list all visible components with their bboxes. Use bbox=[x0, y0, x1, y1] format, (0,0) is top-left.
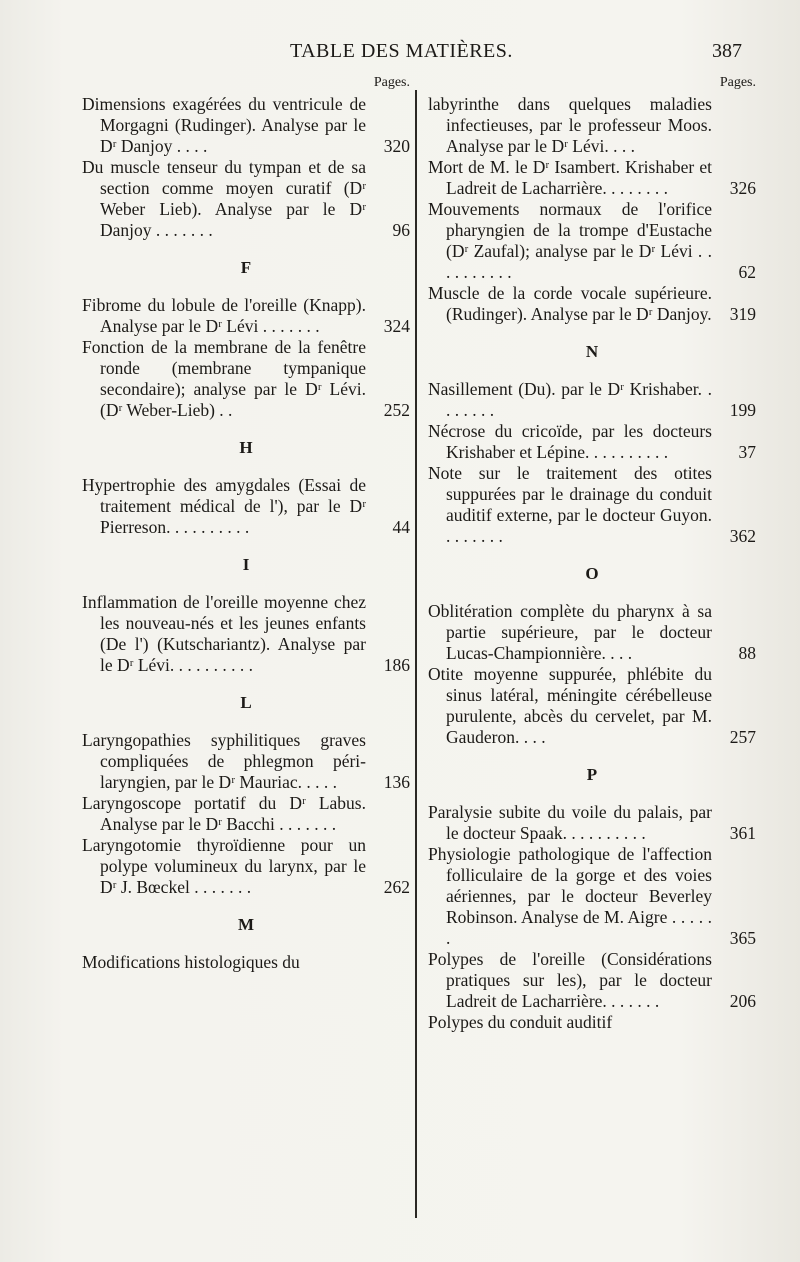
entry-page-number: 320 bbox=[383, 136, 410, 156]
index-entry bbox=[82, 295, 410, 337]
page-header bbox=[0, 40, 800, 70]
pages-column-label: Pages. bbox=[373, 75, 410, 90]
index-entry bbox=[82, 793, 410, 835]
entry-text: Nécrose du cricoïde, par les docteurs Krishaber et Lépine. . . . . . . . . . bbox=[428, 421, 712, 462]
index-entry bbox=[428, 283, 756, 325]
entry-page-number: 136 bbox=[383, 772, 410, 792]
entry-text: Fibrome du lobule de l'oreille (Knapp). Analyse par le Dʳ Lévi . . . . . . . bbox=[82, 295, 366, 336]
section-letter: F bbox=[240, 258, 252, 277]
index-entry bbox=[428, 157, 756, 199]
entry-text: Fonction de la membrane de la fenêtre ronde (membrane tympanique secondaire); analyse par le Dʳ Lévi. (Dʳ Weber-Lieb) . . bbox=[82, 337, 366, 420]
index-entry bbox=[428, 664, 756, 748]
entry-text: Mouvements normaux de l'orifice pharyngien de la trompe d'Eustache (Dʳ Zaufal); analyse par le Dʳ Lévi . . . . . . . . . . bbox=[428, 199, 712, 282]
index-entry bbox=[428, 844, 756, 949]
left-column bbox=[82, 74, 410, 973]
index-entry bbox=[82, 157, 410, 241]
entry-text: Laryngotomie thyroïdienne pour un polype volumineux du larynx, par le Dʳ J. Bœckel . . . . . . . bbox=[82, 835, 366, 897]
entry-page-number: 252 bbox=[383, 400, 410, 420]
entry-text: Hypertrophie des amygdales (Essai de traitement médical de l'), par le Dʳ Pierreson. . . . . . . . . . bbox=[82, 475, 366, 537]
index-entry bbox=[82, 475, 410, 538]
page-number: 387 bbox=[712, 40, 742, 62]
entry-text: Nasillement (Du). par le Dʳ Krishaber. . . . . . . . bbox=[428, 379, 712, 420]
section-letter: O bbox=[585, 564, 599, 583]
index-entry bbox=[428, 463, 756, 547]
running-title: TABLE DES MATIÈRES. bbox=[290, 40, 513, 62]
section-letter: L bbox=[240, 693, 252, 712]
entry-text: Polypes de l'oreille (Considérations pratiques sur les), par le docteur Ladreit de Lacharrière. . . . . . . bbox=[428, 949, 712, 1011]
entry-page-number: 257 bbox=[729, 727, 756, 747]
index-entry bbox=[82, 94, 410, 157]
pages-column-label: Pages. bbox=[719, 75, 756, 90]
entry-page-number: 326 bbox=[729, 178, 756, 198]
section-letter: P bbox=[586, 765, 598, 784]
entry-page-number: 361 bbox=[729, 823, 756, 843]
entry-page-number: 362 bbox=[729, 526, 756, 546]
column-divider bbox=[415, 90, 417, 1218]
index-entry bbox=[82, 952, 410, 973]
entry-page-number: 206 bbox=[729, 991, 756, 1011]
entry-text: Note sur le traitement des otites suppurées par le drainage du conduit auditif externe, par le docteur Guyon. . . . . . . . bbox=[428, 463, 712, 546]
index-entry bbox=[428, 94, 756, 157]
entry-text: Muscle de la corde vocale supérieure. (Rudinger). Analyse par le Dʳ Danjoy. bbox=[428, 283, 712, 324]
entry-text: labyrinthe dans quelques maladies infectieuses, par le professeur Moos. Analyse par le Dʳ Lévi. . . . bbox=[428, 94, 712, 156]
entry-page-number: 37 bbox=[738, 442, 756, 462]
section-letter: M bbox=[237, 915, 255, 934]
entry-page-number: 96 bbox=[392, 220, 410, 240]
entry-text: Physiologie pathologique de l'affection folliculaire de la gorge et des voies aériennes, par le docteur Beverley Robinson. Analyse de M. Aigre . . . . . . bbox=[428, 844, 712, 948]
entry-page-number: 44 bbox=[392, 517, 410, 537]
index-entry bbox=[428, 802, 756, 844]
entry-text: Mort de M. le Dʳ Isambert. Krishaber et Ladreit de Lacharrière. . . . . . . . bbox=[428, 157, 712, 198]
entry-text: Paralysie subite du voile du palais, par le docteur Spaak. . . . . . . . . . bbox=[428, 802, 712, 843]
index-entry bbox=[428, 1012, 756, 1033]
index-entry bbox=[82, 592, 410, 676]
index-entry bbox=[82, 337, 410, 421]
index-entry bbox=[82, 730, 410, 793]
entry-text: Du muscle tenseur du tympan et de sa section comme moyen curatif (Dʳ Weber Lieb). Analyse par le Dʳ Danjoy . . . . . . . bbox=[82, 157, 366, 240]
entry-page-number: 62 bbox=[738, 262, 756, 282]
entry-text: Inflammation de l'oreille moyenne chez les nouveau-nés et les jeunes enfants (De l') (Kutschariantz). Analyse par le Dʳ Lévi. . . . . . . . . . bbox=[82, 592, 366, 675]
entry-page-number: 88 bbox=[738, 643, 756, 663]
index-entry bbox=[428, 379, 756, 421]
entry-text: Otite moyenne suppurée, phlébite du sinus latéral, méningite cérébelleuse purulente, abcès du cervelet, par M. Gauderon. . . . bbox=[428, 664, 712, 747]
entry-text: Oblitération complète du pharynx à sa partie supérieure, par le docteur Lucas-Championnière. . . . bbox=[428, 601, 712, 663]
entry-page-number: 324 bbox=[383, 316, 410, 336]
entry-page-number: 319 bbox=[729, 304, 756, 324]
entry-page-number: 199 bbox=[729, 400, 756, 420]
section-letter: H bbox=[239, 438, 253, 457]
index-entry bbox=[428, 601, 756, 664]
index-entry bbox=[428, 199, 756, 283]
index-entry bbox=[428, 949, 756, 1012]
entry-text: Polypes du conduit auditif bbox=[428, 1012, 613, 1032]
right-column bbox=[428, 74, 756, 1033]
section-letter: I bbox=[242, 555, 250, 574]
entry-page-number: 262 bbox=[383, 877, 410, 897]
entry-text: Laryngoscope portatif du Dʳ Labus. Analyse par le Dʳ Bacchi . . . . . . . bbox=[82, 793, 366, 834]
index-entry bbox=[82, 835, 410, 898]
entry-text: Dimensions exagérées du ventricule de Morgagni (Rudinger). Analyse par le Dʳ Danjoy . . . . bbox=[82, 94, 366, 156]
entry-text: Laryngopathies syphilitiques graves compliquées de phlegmon péri-laryngien, par le Dʳ Mauriac. . . . . bbox=[82, 730, 366, 792]
entry-page-number: 365 bbox=[729, 928, 756, 948]
section-letter: N bbox=[585, 342, 599, 361]
index-entry bbox=[428, 421, 756, 463]
entry-page-number: 186 bbox=[383, 655, 410, 675]
entry-text: Modifications histologiques du bbox=[82, 952, 300, 972]
